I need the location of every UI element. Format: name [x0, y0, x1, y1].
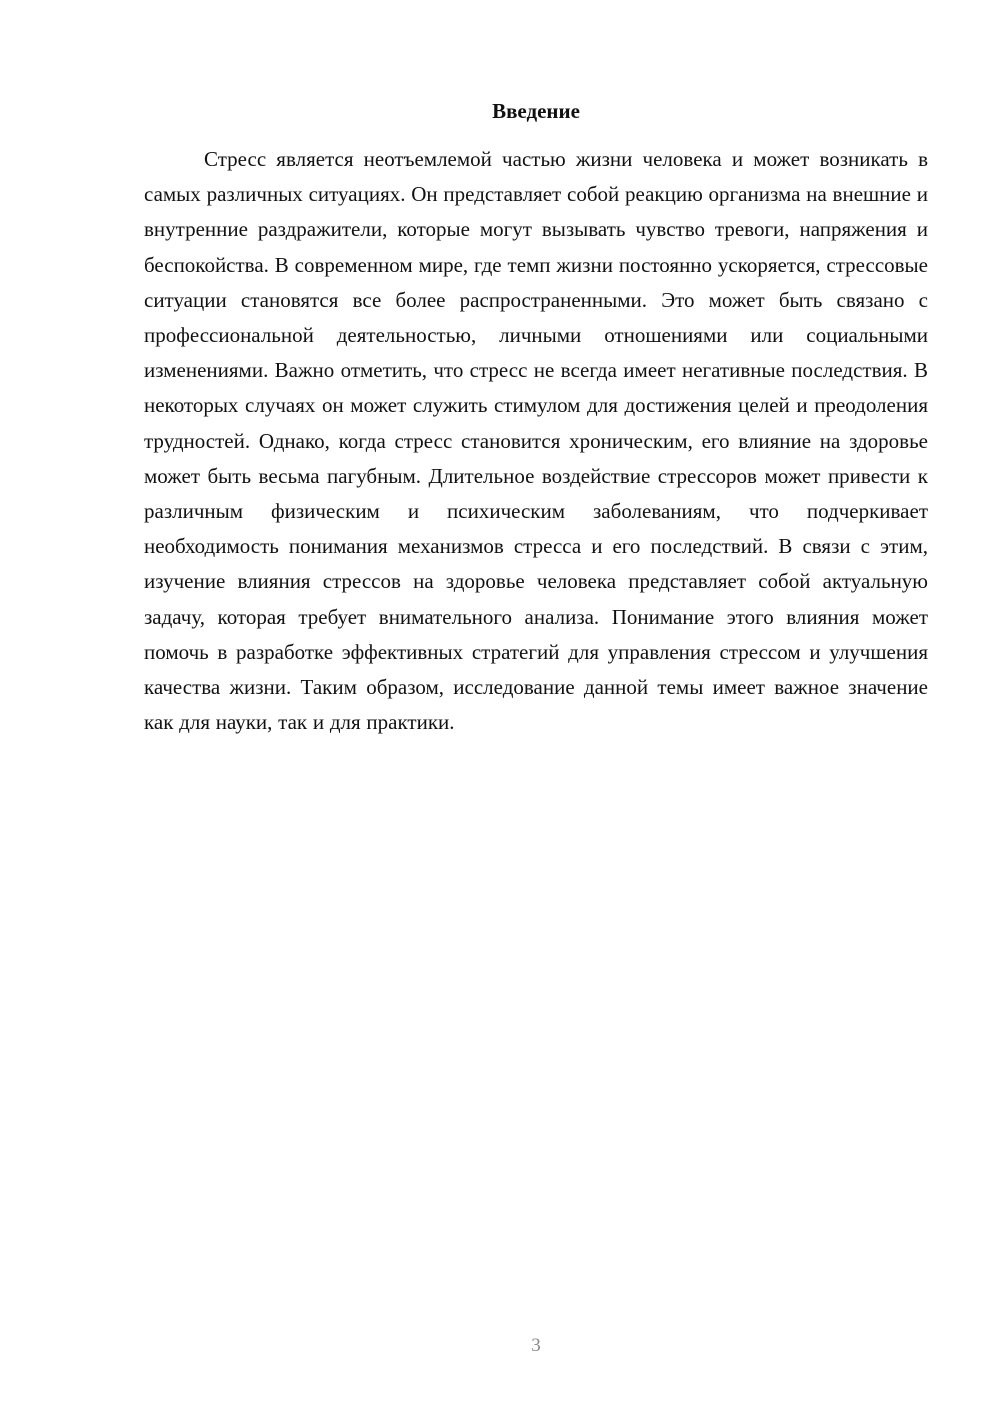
page-number: 3 [531, 1335, 541, 1356]
body-paragraph: Стресс является неотъемлемой частью жизни человека и может возникать в самых различных ситуациях. Он представляет собой реакцию организма на внешние и внутренние раздражители, которые могут вызывать чувство тревоги, напряжения и беспокойства. В современном мире, где темп жизни постоянно ускоряется, стрессовые ситуации становятся все более распространенными. Это может быть связано с профессиональной деятельностью, личными отношениями или социальными изменениями. Важно отметить, что стресс не всегда имеет негативные последствия. В некоторых случаях он может служить стимулом для достижения целей и преодоления трудностей. Однако, когда стресс становится хроническим, его влияние на здоровье может быть весьма пагубным. Длительное воздействие стрессоров может привести к различным физическим и психическим заболеваниям, что подчеркивает необходимость понимания механизмов стресса и его последствий. В связи с этим, изучение влияния стрессов на здоровье человека представляет собой актуальную задачу, которая требует внимательного анализа. Понимание этого влияния может помочь в разработке эффективных стратегий для управления стрессом и улучшения качества жизни. Таким образом, исследование данной темы имеет важное значение как для науки, так и для практики. [144, 147, 928, 735]
section-heading: Введение [492, 99, 580, 123]
